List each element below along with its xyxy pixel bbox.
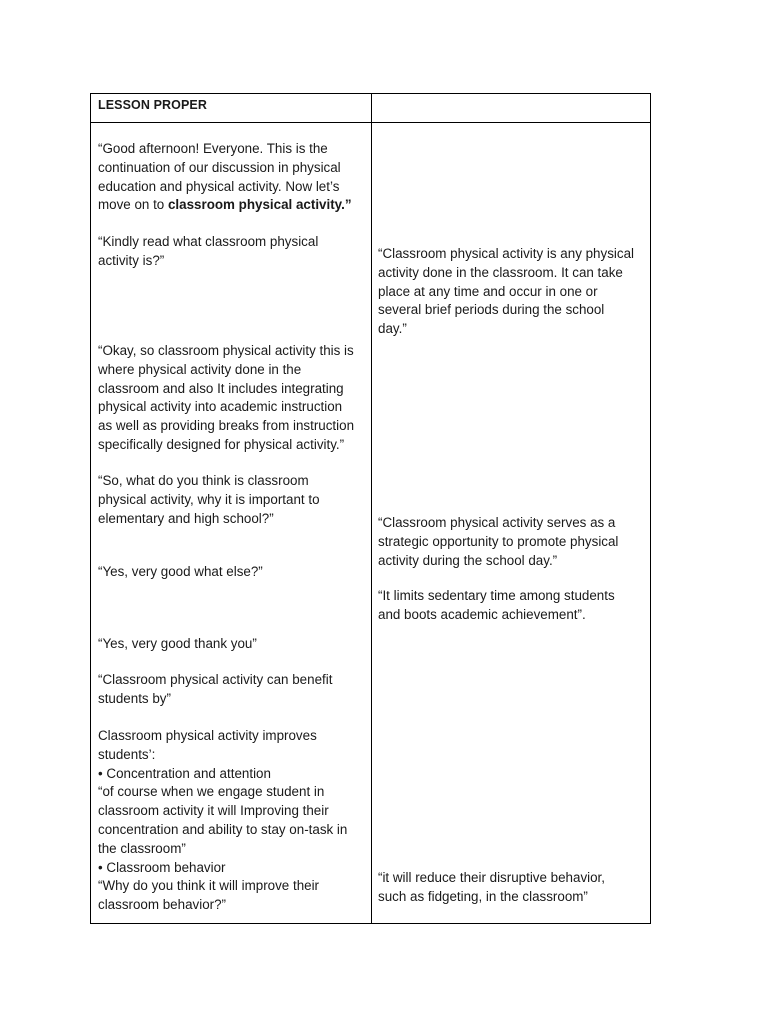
teacher-what-else: “Yes, very good what else?” <box>98 564 263 579</box>
column-divider <box>371 94 372 923</box>
lesson-table <box>90 93 651 924</box>
teacher-read-prompt: “Kindly read what classroom physical activity is?” <box>98 234 319 268</box>
student-disruptive-behavior: “it will reduce their disruptive behavior, such as fidgeting, in the classroom” <box>378 870 605 904</box>
student-strategic-opportunity: “Classroom physical activity serves as a strategic opportunity to promote physical activity during the school day.” <box>378 515 619 568</box>
teacher-greeting: “Good afternoon! Everyone. This is the continuation of our discussion in physical education and physical activity. Now let’s move on to classroom physical activity.” <box>98 141 352 213</box>
header-lesson-proper: LESSON PROPER <box>98 98 207 112</box>
student-definition: “Classroom physical activity is any physical activity done in the classroom. It can take place at any time and occur in one or several brief periods during the school day.” <box>378 246 634 337</box>
teacher-improvements: Classroom physical activity improves students’: • Concentration and attention “of course when we engage student in classroom activity it will Improving their concentration and ability to stay on-task in the classroom” • Classroom behavior “Why do you think it will improve their classroom behavior?” <box>98 728 348 913</box>
bold-topic: classroom physical activity.” <box>167 197 352 213</box>
teacher-thank-you: “Yes, very good thank you” <box>98 636 257 651</box>
teacher-question-importance: “So, what do you think is classroom physical activity, why it is important to elementary and high school?” <box>98 473 320 526</box>
student-sedentary-time: “It limits sedentary time among students and boots academic achievement”. <box>378 588 615 622</box>
teacher-benefits-prompt: “Classroom physical activity can benefit students by” <box>98 672 333 706</box>
teacher-explanation: “Okay, so classroom physical activity this is where physical activity done in the classroom and also It includes integrating physical activity into academic instruction as well as providing breaks from instruction specifically designed for physical activity.” <box>98 343 355 452</box>
